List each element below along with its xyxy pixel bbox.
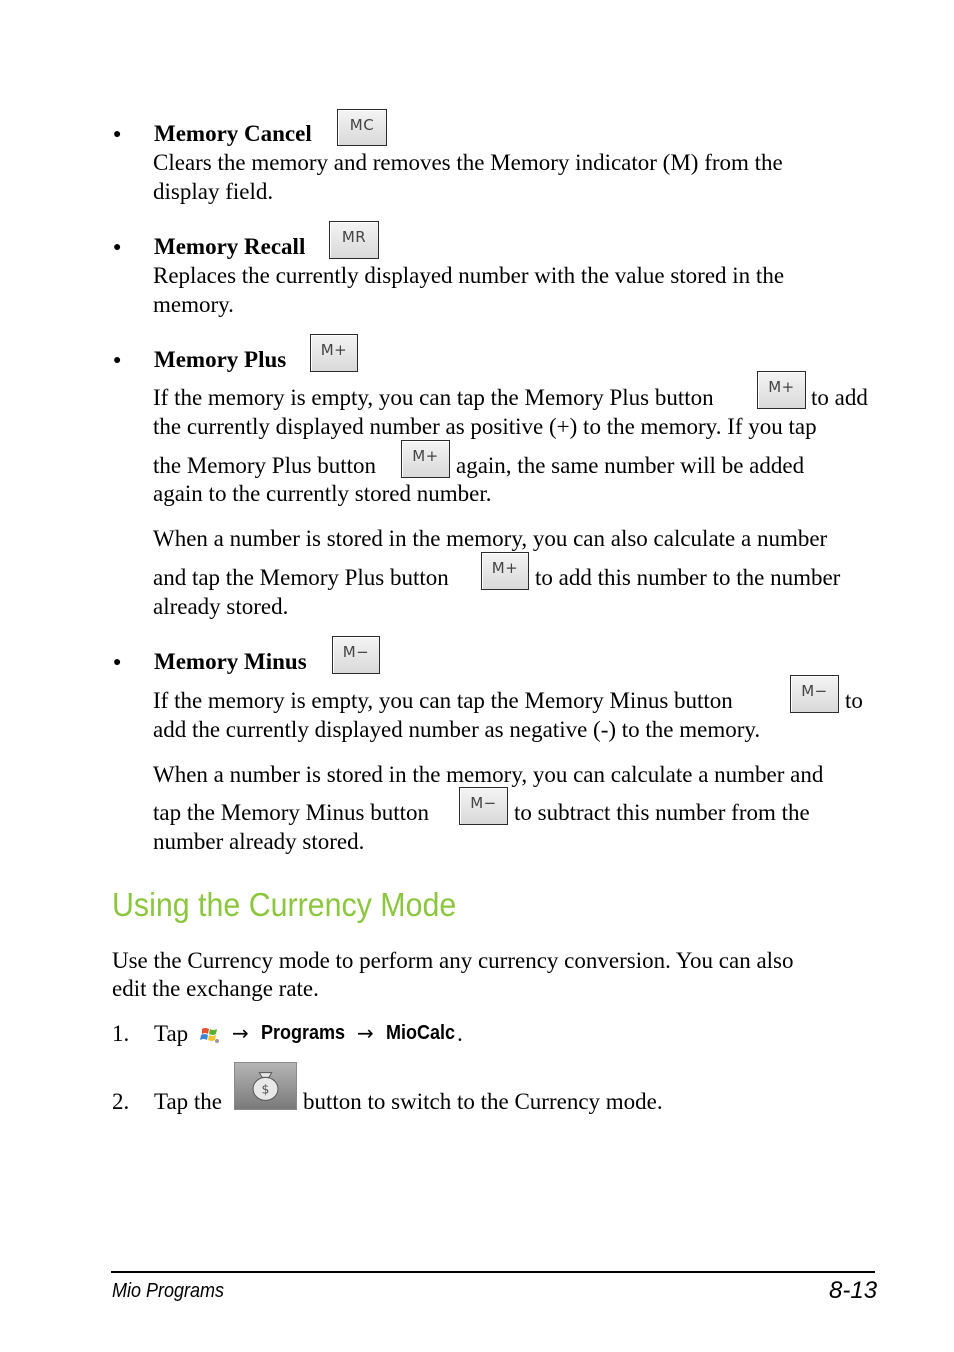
step-number: 2. [112, 1089, 130, 1114]
bullet: ● [113, 655, 122, 670]
memory-plus-desc-line: When a number is stored in the memory, you can also calculate a number [153, 526, 828, 551]
step-text: Tap the [154, 1089, 223, 1114]
memory-plus-title: Memory Plus [154, 347, 287, 372]
svg-text:$: $ [261, 1081, 270, 1097]
memory-recall-desc-line: Replaces the currently displayed number with the value stored in the [153, 263, 785, 288]
memory-recall-desc-line: memory. [153, 292, 234, 317]
section-heading: Using the Currency Mode [112, 886, 457, 923]
bullet: ● [113, 240, 122, 255]
m-plus-button-inline: M+ [757, 371, 806, 409]
step-period: . [457, 1021, 463, 1046]
m-plus-button: M+ [310, 334, 358, 372]
memory-recall-title: Memory Recall [154, 234, 306, 259]
step-number: 1. [112, 1021, 130, 1046]
m-plus-button-inline: M+ [481, 552, 529, 590]
memory-minus-desc-line: add the currently displayed number as negative (-) to the memory. [153, 717, 761, 742]
memory-minus-desc-line: to [845, 688, 863, 713]
memory-plus-desc-line: again, the same number will be added [456, 453, 805, 478]
mr-button: MR [329, 221, 379, 259]
memory-plus-desc-line: the Memory Plus button [153, 453, 376, 478]
memory-plus-desc-line: again to the currently stored number. [153, 481, 492, 506]
windows-start-icon [199, 1024, 221, 1046]
memory-minus-desc-line: number already stored. [153, 829, 365, 854]
memory-minus-title: Memory Minus [154, 649, 307, 674]
right-arrow-icon: → [357, 1021, 374, 1045]
money-bag-icon [235, 1063, 296, 1109]
memory-plus-desc-line: already stored. [153, 594, 289, 619]
mc-button: MC [337, 109, 387, 146]
section-intro-line: edit the exchange rate. [112, 976, 319, 1001]
memory-cancel-desc-line: display field. [153, 179, 274, 204]
step-text: Tap [154, 1021, 189, 1046]
m-minus-button-inline: M− [790, 675, 839, 713]
memory-minus-desc-line: tap the Memory Minus button [153, 800, 429, 825]
footer-rule [111, 1271, 875, 1273]
footer-title: Mio Programs [112, 1280, 225, 1302]
memory-plus-desc-line: and tap the Memory Plus button [153, 565, 449, 590]
memory-plus-desc-line: to add [811, 385, 868, 410]
bullet: ● [113, 127, 122, 142]
m-plus-button-inline: M+ [401, 440, 450, 478]
programs-label: Programs [261, 1022, 346, 1044]
memory-plus-desc-line: If the memory is empty, you can tap the Memory Plus button [153, 385, 714, 410]
miocalc-label: MioCalc [386, 1022, 456, 1044]
memory-cancel-title: Memory Cancel [154, 121, 312, 146]
page-number: 8-13 [829, 1277, 878, 1304]
memory-plus-desc-line: to add this number to the number [535, 565, 841, 590]
memory-minus-desc-line: If the memory is empty, you can tap the Memory Minus button [153, 688, 733, 713]
bullet: ● [113, 353, 122, 368]
right-arrow-icon: → [232, 1021, 249, 1045]
memory-cancel-desc-line: Clears the memory and removes the Memory indicator (M) from the [153, 150, 783, 175]
currency-mode-button [234, 1062, 297, 1110]
m-minus-button: M− [332, 636, 380, 674]
memory-minus-desc-line: to subtract this number from the [514, 800, 810, 825]
m-minus-button-inline: M− [459, 787, 508, 825]
step-text: button to switch to the Currency mode. [303, 1089, 663, 1114]
memory-plus-desc-line: the currently displayed number as positive (+) to the memory. If you tap [153, 414, 817, 439]
section-intro-line: Use the Currency mode to perform any currency conversion. You can also [112, 948, 794, 973]
memory-minus-desc-line: When a number is stored in the memory, you can calculate a number and [153, 762, 824, 787]
